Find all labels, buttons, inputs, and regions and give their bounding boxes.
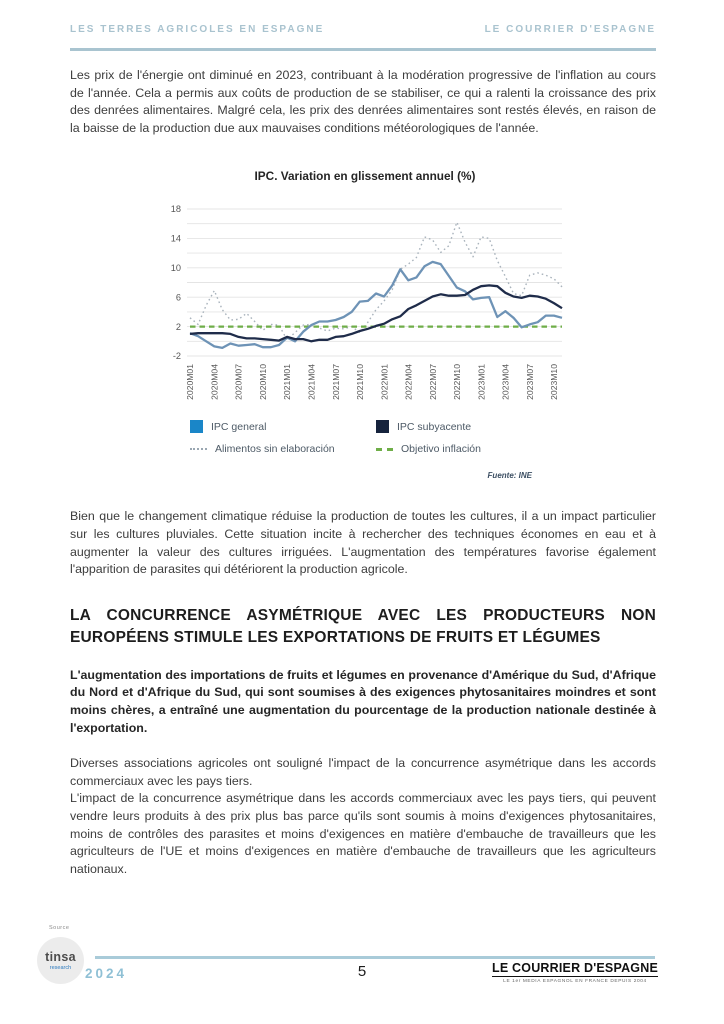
paragraph-imports-bold: L'augmentation des importations de fruits et légumes en provenance d'Amérique du Sud, d'Afrique du Nord et d'Afrique du Sud, qui sont soumises à des exigences phytosanitaires moindres et sont moins chères, a entraîné une augmentation du pourcentage de la production nationale destinée à l'exportation. <box>70 667 656 735</box>
paragraph-asymmetric-impact: L'impact de la concurrence asymétrique dans les accords commerciaux avec les pays tiers, qui peuvent vendre leurs produits à des prix plus bas parce qu'ils sont soumis à moins d'exigences phytosanitaires, moins de contrôles des parasites et moins d'exigences en matière d'embauche de travailleurs que les agriculteurs de l'UE et moins d'exigences en matière d'embauche de travailleurs que les agriculteurs nationaux. <box>70 791 656 876</box>
svg-text:2023M07: 2023M07 <box>524 364 535 401</box>
svg-text:2023M04: 2023M04 <box>500 364 511 401</box>
legend-item-objetivo <box>376 443 570 455</box>
footer-year: 2024 <box>85 966 128 981</box>
svg-text:2022M07: 2022M07 <box>427 364 438 401</box>
legend-swatch-ipc-subyacente-icon <box>376 420 389 433</box>
legend-item-alimentos <box>190 443 340 455</box>
brand-title: LE COURRIER D'ESPAGNE <box>492 961 658 975</box>
chart-title: IPC. Variation en glissement annuel (%) <box>254 169 476 184</box>
svg-text:2021M10: 2021M10 <box>355 364 366 401</box>
svg-text:2022M10: 2022M10 <box>452 364 463 401</box>
svg-text:2022M01: 2022M01 <box>379 364 390 401</box>
ipc-line-chart <box>150 201 570 406</box>
svg-text:2022M04: 2022M04 <box>403 364 414 401</box>
ipc-chart-block <box>150 169 570 480</box>
section-heading-concurrence: LA CONCURRENCE ASYMÉTRIQUE AVEC LES PRODUCTEURS NON EUROPÉENS STIMULE LES EXPORTATIONS DE FRUITS ET LÉGUMES <box>70 606 656 646</box>
legend-label-alimentos: Alimentos sin elaboración <box>215 443 335 456</box>
paragraph-energy-prices: Les prix de l'énergie ont diminué en 2023, contribuant à la modération progressive de l'inflation au cours de l'année. Cela a permis aux coûts de production de se stabiliser, ce qui a ralenti la croissance des prix des denrées alimentaires. Malgré cela, les prix des denrées alimentaires sont restés élevés, en raison de la baisse de la production due aux mauvaises conditions météorologiques de l'année. <box>70 68 656 135</box>
svg-text:2: 2 <box>175 322 181 333</box>
legend-label-ipc-general: IPC general <box>211 420 267 433</box>
legend-swatch-dotted-line-icon <box>190 448 207 450</box>
svg-text:2021M01: 2021M01 <box>282 364 293 401</box>
chart-source-note: Fuente: INE <box>487 471 532 481</box>
tinsa-logo-text: tinsa <box>45 950 76 964</box>
header-divider <box>70 48 656 51</box>
svg-text:2020M07: 2020M07 <box>233 364 244 401</box>
courrier-despagne-logo <box>492 961 658 984</box>
page-header <box>70 24 656 35</box>
svg-text:2020M10: 2020M10 <box>257 364 268 401</box>
legend-item-ipc-subyacente <box>376 420 570 433</box>
svg-text:18: 18 <box>170 204 181 215</box>
footer-divider <box>95 956 655 959</box>
svg-text:2021M07: 2021M07 <box>330 364 341 401</box>
legend-swatch-ipc-general-icon <box>190 420 203 433</box>
paragraph-associations: Diverses associations agricoles ont souligné l'impact de la concurrence asymétrique dans les accords commerciaux avec les pays tiers. <box>70 756 656 788</box>
chart-legend <box>190 420 570 455</box>
svg-text:2020M01: 2020M01 <box>185 364 196 401</box>
legend-swatch-dashed-line-icon <box>376 448 393 451</box>
header-right-title: LE COURRIER D'ESPAGNE <box>484 24 656 35</box>
legend-label-objetivo: Objetivo inflación <box>401 443 481 456</box>
brand-tagline: LE 1er MEDIA ESPAGNOL EN FRANCE DEPUIS 2004 <box>503 979 647 984</box>
footer-source-label: Source <box>49 925 70 931</box>
page-number: 5 <box>357 963 367 980</box>
tinsa-logo-subtext: research <box>49 965 72 971</box>
legend-item-ipc-general <box>190 420 340 433</box>
svg-text:14: 14 <box>170 233 181 244</box>
svg-text:2020M04: 2020M04 <box>209 364 220 401</box>
svg-text:2021M04: 2021M04 <box>306 364 317 401</box>
legend-label-ipc-subyacente: IPC subyacente <box>397 420 472 433</box>
svg-text:10: 10 <box>170 263 181 274</box>
svg-text:-2: -2 <box>172 351 181 362</box>
header-left-title: LES TERRES AGRICOLES EN ESPAGNE <box>70 24 325 35</box>
svg-text:2023M01: 2023M01 <box>476 364 487 401</box>
paragraph-climate-change: Bien que le changement climatique réduise la production de toutes les cultures, il a un impact particulier sur les cultures pluviales. Cette situation incite à rechercher des techniques économes en eau et à augmenter la valeur des cultures irriguées. L'augmentation des températures favorise également l'apparition de parasites qui détériorent la production agricole. <box>70 509 656 577</box>
svg-text:6: 6 <box>175 292 181 303</box>
svg-text:2023M10: 2023M10 <box>549 364 560 401</box>
